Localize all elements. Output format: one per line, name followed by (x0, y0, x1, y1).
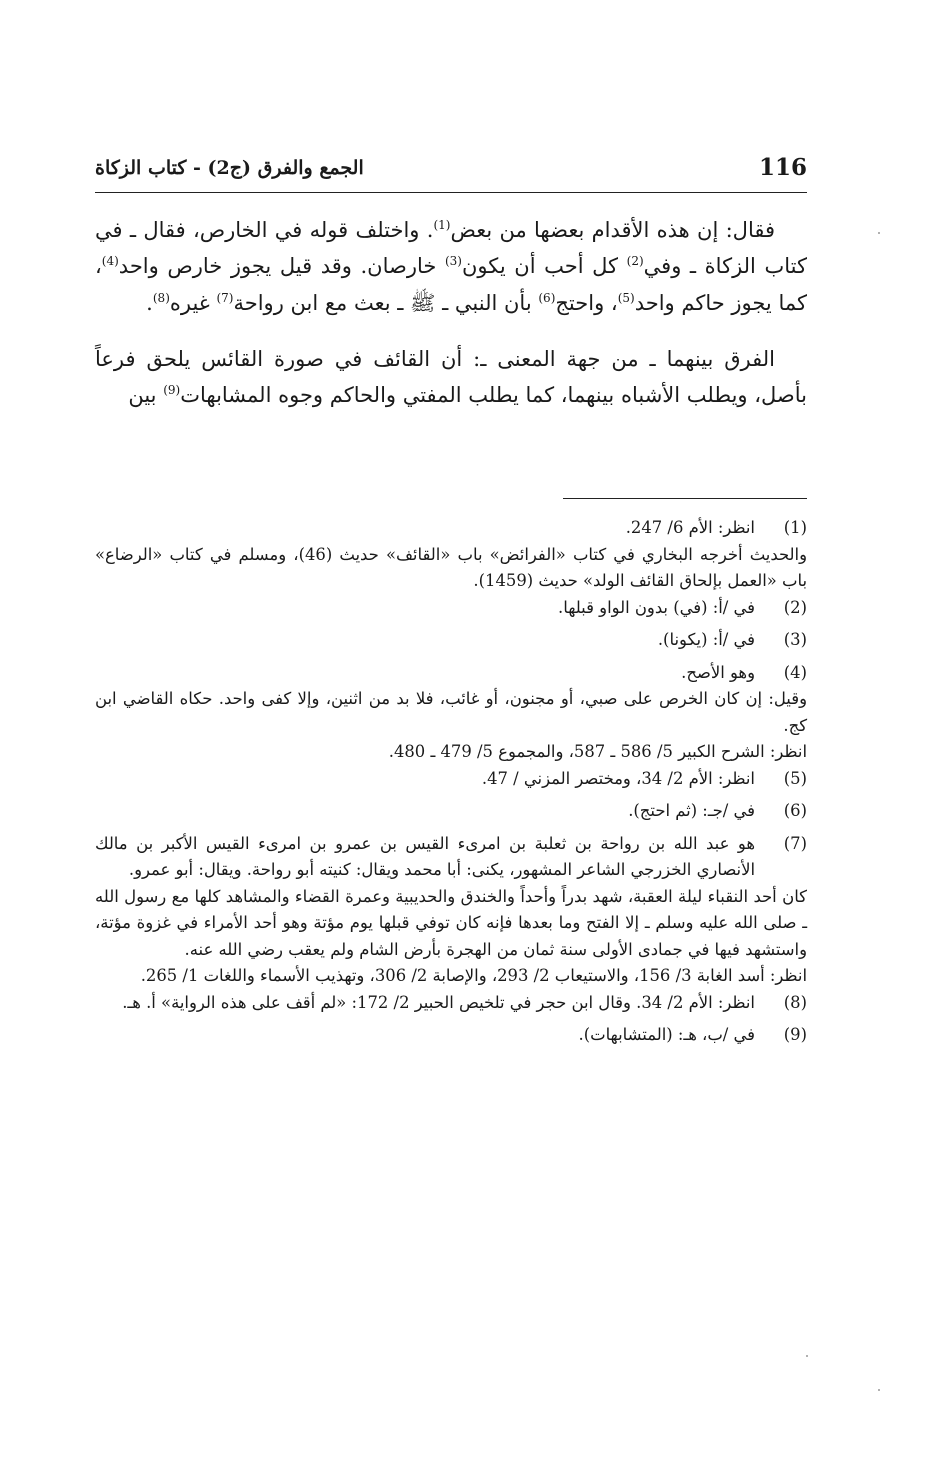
footnote-marker[interactable]: (5) (617, 290, 635, 305)
footnote-line: في /أ: (يكونا). (657, 630, 755, 649)
footnote-continuation: والحديث أخرجه البخاري في كتاب «الفرائض» باب «القائف» حديث (46)، ومسلم في كتاب «الرضاع» باب «العمل بإلحاق القائف الولد» حديث (1459). (95, 544, 808, 590)
footnote-continuation: انظر: الشرح الكبير 5/ 586 ـ 587، والمجموع 5/ 479 ـ 480. (388, 742, 807, 761)
page-header (95, 152, 807, 193)
text-run: غيره (169, 290, 217, 315)
footnote (95, 798, 807, 825)
text-run: كل أحب أن يكون (461, 254, 627, 279)
footnote (95, 990, 807, 1017)
footnote-line: في /ب، هـ: (المتشابهات). (578, 1025, 755, 1044)
text-run: خارصان. وقد قيل يجوز خارص واحد (118, 254, 445, 279)
footnote-text (95, 515, 755, 542)
footnote (95, 660, 807, 687)
footnote-number: (3) (783, 630, 807, 649)
footnotes (95, 515, 807, 1049)
footnote-line: انظر: الأم 6/ 247. (625, 518, 755, 537)
footnote-number: (9) (783, 1025, 807, 1044)
footnote-marker[interactable]: (9) (163, 383, 181, 398)
scan-speck (806, 1355, 808, 1357)
footnote-marker[interactable]: (6) (538, 290, 556, 305)
footnote (95, 595, 807, 622)
footnote-number: (5) (783, 768, 807, 788)
footnote-text (95, 831, 755, 884)
footnote (95, 627, 807, 654)
footnote-marker[interactable]: (1) (433, 218, 451, 232)
footnote-number: (2) (783, 597, 807, 617)
footnote-line: انظر: الأم 2/ 34، ومختصر المزني / 47. (481, 768, 755, 788)
footnote-marker[interactable]: (8) (152, 290, 170, 305)
footnote-text (95, 798, 755, 825)
footnote-text (95, 595, 755, 622)
page-number: 116 (758, 154, 807, 181)
footnote-marker[interactable]: (7) (216, 290, 234, 305)
footnote (95, 515, 807, 542)
main-text (95, 212, 807, 413)
footnote-text (95, 990, 755, 1017)
footnote-text (95, 627, 755, 654)
footnote-continuation: انظر: أسد الغابة 3/ 156، والاستيعاب 2/ 293، والإصابة 2/ 306، وتهذيب الأسماء واللغات 1/ 265. (140, 966, 807, 985)
footnote-text (95, 660, 755, 687)
footnote-marker[interactable]: (4) (101, 254, 119, 269)
text-run: ، واحتج (555, 290, 618, 315)
footnote-marker[interactable]: (3) (444, 254, 462, 269)
footnote-line: وهو الأصح. (681, 662, 755, 682)
text-run: . واختلف قوله في الخارص، فقال ـ في كتاب الزكاة ـ وفي (95, 218, 807, 279)
footnote (95, 766, 807, 793)
footnote-number: (1) (783, 518, 807, 537)
scan-speck (878, 1389, 880, 1391)
footnote-line: انظر: الأم 2/ 34. وقال ابن حجر في تلخيص الحبير 2/ 172: «لم أقف على هذه الرواية» أ. هـ. (122, 992, 755, 1012)
body-paragraph (95, 212, 807, 321)
text-run: بين (128, 383, 164, 408)
text-run: بأن النبي ـ ﷺ ـ بعث مع ابن رواحة (233, 290, 539, 315)
footnote-number: (4) (783, 662, 807, 682)
footnote-marker[interactable]: (2) (626, 254, 644, 269)
footnote-continuation: وقيل: إن كان الخرص على صبي، أو مجنون، أو غائب، فلا بد من اثنين، وإلا كفى واحد. حكاه القاضي ابن كج. (95, 689, 807, 735)
footnote-text (95, 766, 755, 793)
text-run: . (146, 290, 153, 315)
running-title: الجمع والفرق (ج2) - كتاب الزكاة (95, 157, 364, 179)
footnote-continuation: كان أحد النقباء ليلة العقبة، شهد بدراً وأحداً والخندق والحديبية وعمرة القضاء والمشاهد كلها مع رسول الله ـ صلى الله عليه وسلم ـ إلا الفتح وما بعدها فإنه كان توفي قبلها يوم مؤتة وهو أحد الأمراء في غزوة مؤتة، واستشهد فيها في جمادى الأولى سنة ثمان من الهجرة بأرض الشام ولم يعقب رضي الله عنه. (95, 886, 807, 959)
footnote (95, 1022, 807, 1049)
scan-speck (878, 232, 880, 234)
footnote-line: هو عبد الله بن رواحة بن ثعلبة بن امرىء القيس بن عمرو بن امرىء القيس الأكبر بن مالك الأنصاري الخزرجي الشاعر المشهور، يكنى: أبا محمد ويقال: كنيته أبو رواحة. ويقال: أبو عمرو. (95, 833, 755, 879)
footnote-number: (7) (783, 833, 807, 853)
footnote-number: (8) (783, 992, 807, 1012)
body-paragraph (95, 341, 807, 414)
footnote (95, 831, 807, 884)
footnote-line: في /أ: (في) بدون الواو قبلها. (558, 597, 755, 617)
footnote-line: في /جـ: (ثم احتج). (628, 801, 755, 820)
text-run: ، كما يجوز حاكم واحد (95, 254, 807, 315)
footnote-number: (6) (783, 801, 807, 820)
text-run: فقال: إن هذه الأقدام بعضها من بعض (450, 218, 776, 242)
footnote-separator (563, 498, 807, 499)
footnote-text (95, 1022, 755, 1049)
text-run: الفرق بينهما ـ من جهة المعنى ـ: أن القائف في صورة القائس يلحق فرعاً بأصل، ويطلب الأشباه بينهما، كما يطلب المفتي والحاكم وجوه المشابهات (95, 346, 807, 408)
